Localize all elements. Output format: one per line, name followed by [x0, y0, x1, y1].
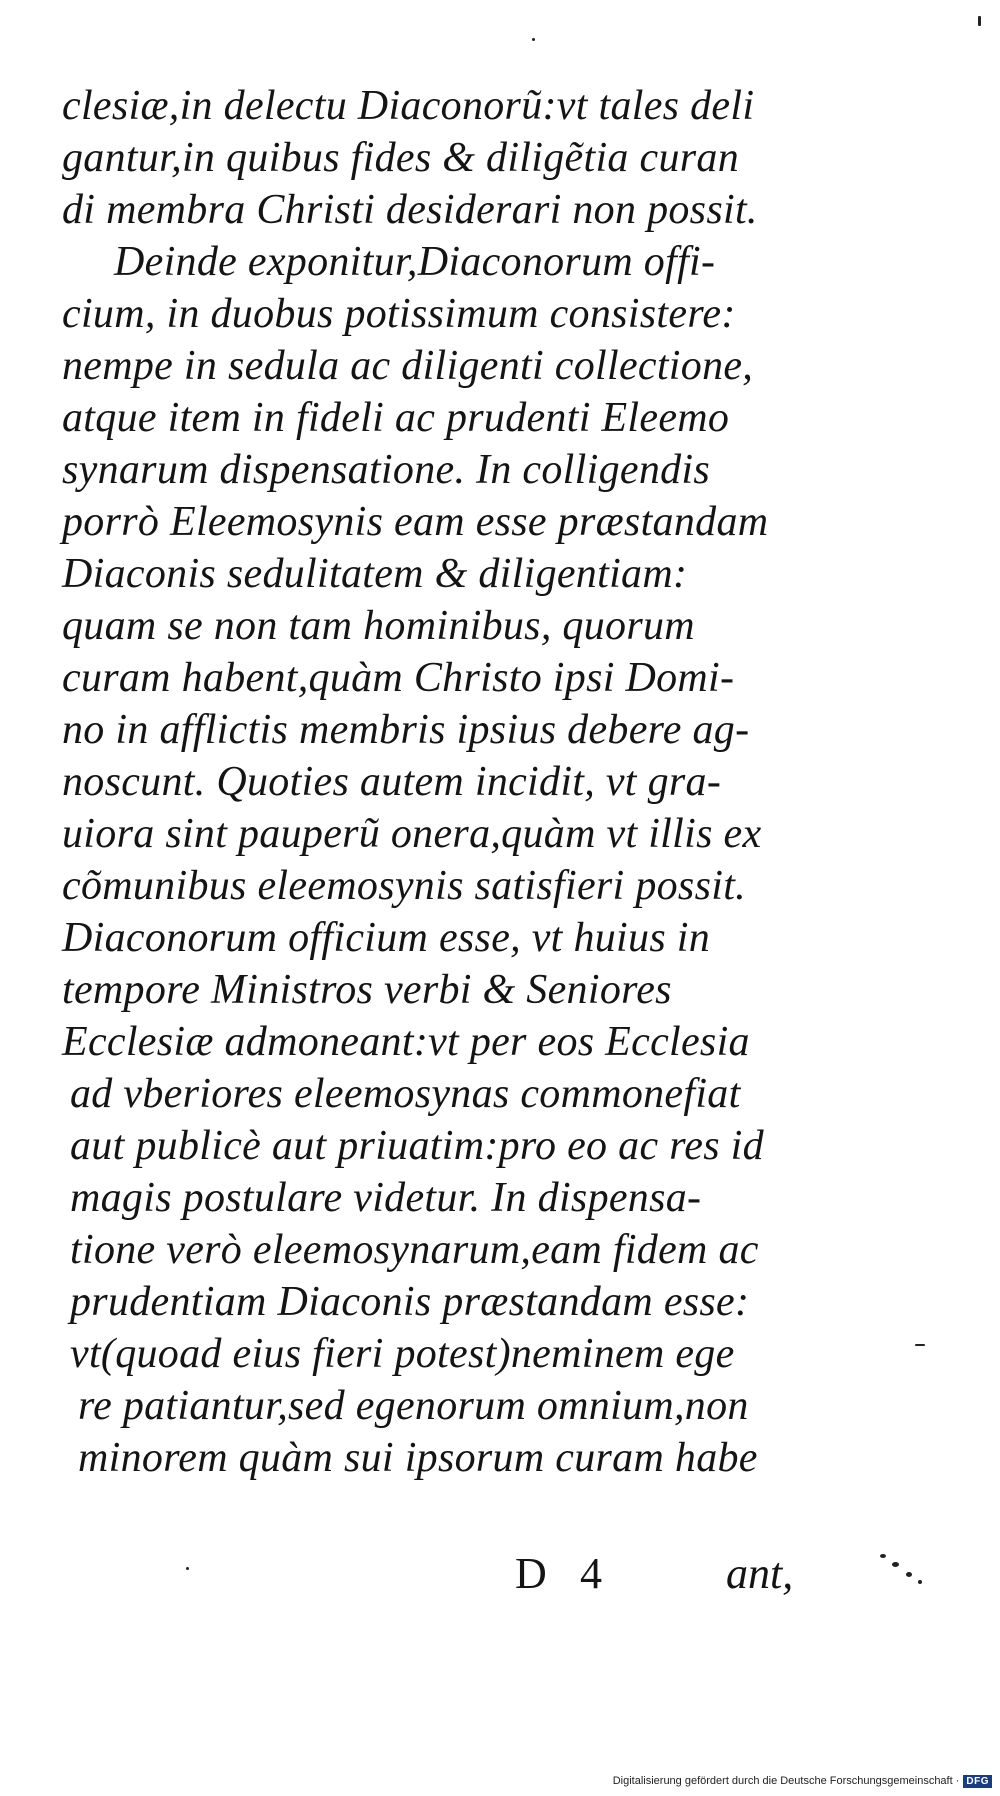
text-line: Diaconorum officium esse, vt huius in [62, 915, 711, 961]
text-line: aut publicè aut priuatim:pro eo ac res id [70, 1123, 764, 1169]
text-line: atque item in fideli ac prudenti Eleemo [62, 395, 730, 441]
catchword: ant, [726, 1549, 794, 1598]
ink-speck [915, 1344, 925, 1346]
ink-speck [880, 1554, 886, 1558]
paragraph-first-line: Deinde exponitur,Diaconorum offi- [114, 239, 716, 285]
signature-mark: D [515, 1549, 547, 1598]
text-line: di membra Christi desiderari non possit. [62, 187, 758, 233]
text-line: quam se non tam hominibus, quorum [62, 603, 695, 649]
ink-speck [918, 1580, 922, 1584]
text-line: re patiantur,sed egenorum omnium,non [78, 1383, 749, 1429]
text-line: tione verò eleemosynarum,eam fidem ac [70, 1227, 759, 1273]
text-line: no in afflictis membris ipsius debere ag- [62, 707, 750, 753]
dfg-logo-icon: DFG [963, 1775, 992, 1788]
ink-speck [532, 38, 535, 41]
ink-speck [978, 16, 981, 26]
text-line: magis postulare videtur. In dispensa- [70, 1175, 702, 1221]
text-line: synarum dispensatione. In colligendis [62, 447, 711, 493]
ink-speck [892, 1562, 899, 1567]
text-line: tempore Ministros verbi & Seniores [62, 967, 672, 1013]
text-line: vt(quoad eius fieri potest)neminem ege [70, 1331, 735, 1377]
text-line: nempe in sedula ac diligenti collectione, [62, 343, 754, 389]
text-line: gantur,in quibus fides & diligẽtia curan [62, 135, 740, 181]
ink-speck [906, 1572, 912, 1577]
text-line: curam habent,quàm Christo ipsi Domi- [62, 655, 735, 701]
text-line: prudentiam Diaconis præstandam esse: [70, 1279, 750, 1325]
text-line: Diaconis sedulitatem & diligentiam: [62, 551, 688, 597]
text-line: cõmunibus eleemosynis satisfieri possit. [62, 863, 746, 909]
text-line: noscunt. Quoties autem incidit, vt gra- [62, 759, 722, 805]
text-line: Ecclesiæ admoneant:vt per eos Ecclesia [62, 1019, 750, 1065]
text-line: uiora sint pauperũ onera,quàm vt illis ex [62, 811, 762, 857]
text-line: ad vberiores eleemosynas commonefiat [70, 1071, 741, 1117]
ink-speck [186, 1567, 189, 1570]
text-line: cium, in duobus potissimum consistere: [62, 291, 736, 337]
digitization-footer [613, 1772, 992, 1790]
text-line: minorem quàm sui ipsorum curam habe [78, 1435, 758, 1481]
text-line: clesiæ,in delectu Diaconorũ:vt tales deli [62, 83, 755, 129]
text-line: porrò Eleemosynis eam esse præstandam [62, 499, 769, 545]
signature-number: 4 [580, 1549, 602, 1598]
footer-credit: Digitalisierung gefördert durch die Deutsche Forschungsgemeinschaft · [612, 1775, 960, 1787]
